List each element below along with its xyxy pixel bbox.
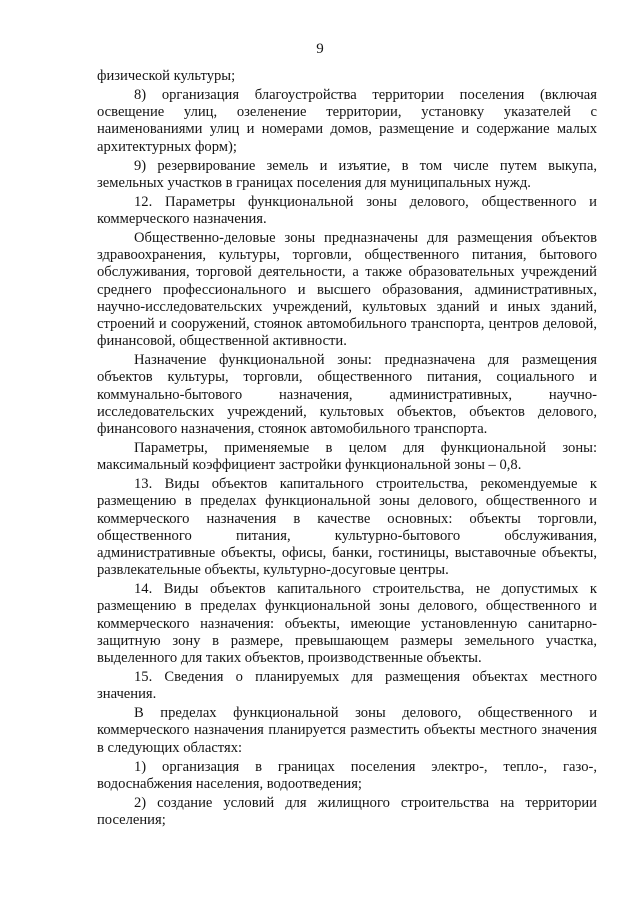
paragraph: Общественно-деловые зоны предназначены для размещения объектов здравоохранения, культуры, торговли, общественного питания, бытового обслуживания, торговой деятельности, а также образовательных учреждений среднего профессионального и высшего образования, административных, научно-исследовательских учреждений, культовых зданий и иных зданий, строений и сооружений, стоянок автомобильного транспорта, центров деловой, финансовой, общественной активности. [97,230,597,350]
document-body [97,68,597,829]
paragraph: Назначение функциональной зоны: предназначена для размещения объектов культуры, торговли, общественного питания, социального и коммунально-бытового назначения, административных, научно-исследовательских учреждений, культовых объектов, объектов делового, финансового назначения, стоянок автомобильного транспорта. [97,352,597,438]
paragraph: 9) резервирование земель и изъятие, в том числе путем выкупа, земельных участков в границах поселения для муниципальных нужд. [97,157,597,191]
paragraph: 13. Виды объектов капитального строительства, рекомендуемые к размещению в пределах функциональной зоны делового, общественного и коммерческого назначения в качестве основных: объекты торговли, общественного питания, культурно-бытового обслуживания, административные объекты, офисы, банки, гостиницы, выставочные объекты, развлекательные объекты, культурно-досуговые центры. [97,476,597,579]
paragraph: 8) организация благоустройства территории поселения (включая освещение улиц, озеленение территории, установку указателей с наименованиями улиц и номерами домов, размещение и содержание малых архитектурных форм); [97,87,597,155]
paragraph: Параметры, применяемые в целом для функциональной зоны: максимальный коэффициент застройки функциональной зоны – 0,8. [97,440,597,474]
paragraph: 14. Виды объектов капитального строительства, не допустимых к размещению в пределах функциональной зоны делового, общественного и коммерческого назначения: объекты, имеющие установленную санитарно-защитную зону в размере, превышающем размеры земельного участка, выделенного для таких объектов, производственные объекты. [97,581,597,667]
paragraph: 15. Сведения о планируемых для размещения объектах местного значения. [97,669,597,703]
paragraph: 12. Параметры функциональной зоны делового, общественного и коммерческого назначения. [97,193,597,228]
paragraph: 2) создание условий для жилищного строительства на территории поселения; [97,794,597,829]
paragraph: В пределах функциональной зоны делового, общественного и коммерческого назначения планируется разместить объекты местного значения в следующих областях: [97,705,597,756]
paragraph: физической культуры; [97,68,236,84]
page-number: 9 [316,41,324,57]
paragraph: 1) организация в границах поселения электро-, тепло-, газо-, водоснабжения населения, водоотведения; [97,758,597,792]
